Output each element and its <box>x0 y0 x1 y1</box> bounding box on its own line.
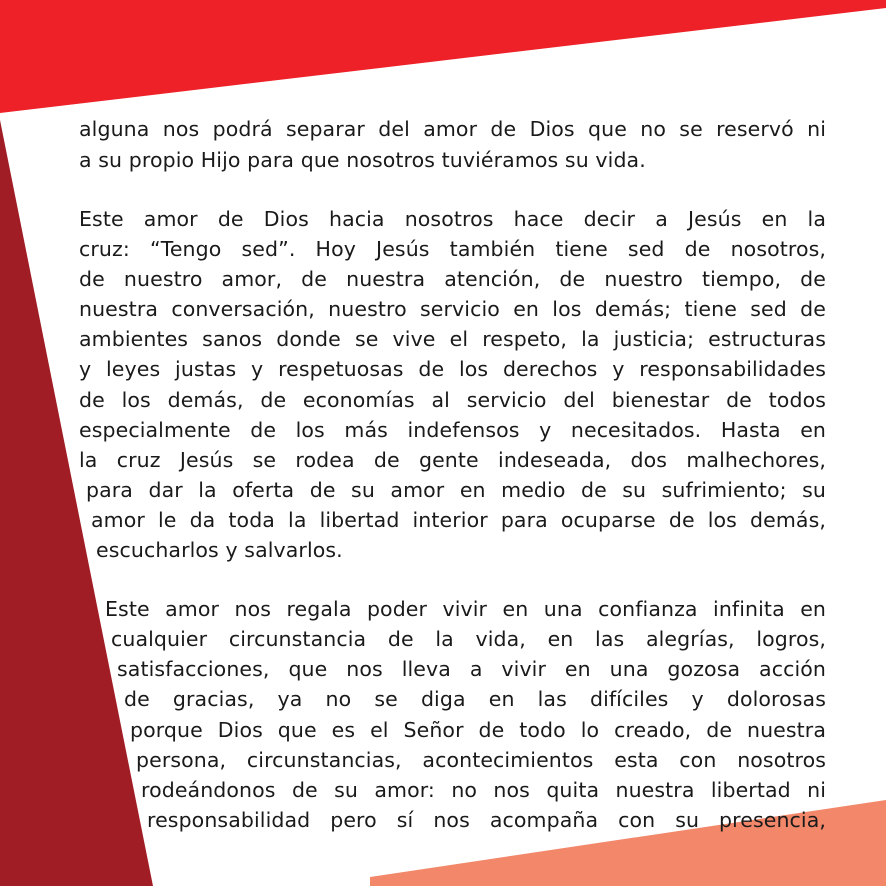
text-line: nuestra conversación, nuestro servicio en los demás; tiene sed de <box>79 297 826 321</box>
text-line: amor le da toda la libertad interior para ocuparse de los demás, <box>91 508 826 532</box>
text-line: cualquier circunstancia de la vida, en las alegrías, logros, <box>111 627 826 651</box>
text-line: a su propio Hijo para que nosotros tuviéramos su vida. <box>79 148 646 172</box>
text-line: la cruz Jesús se rodea de gente indeseada, dos malhechores, <box>79 448 826 472</box>
text-line: responsabilidad pero sí nos acompaña con su presencia, <box>147 808 826 832</box>
text-line: Este amor nos regala poder vivir en una confianza infinita en <box>105 597 826 621</box>
text-line: alguna nos podrá separar del amor de Dios que no se reservó ni <box>79 117 826 141</box>
text-line: cruz: “Tengo sed”. Hoy Jesús también tiene sed de nosotros, <box>79 237 826 261</box>
text-line: persona, circunstancias, acontecimientos esta con nosotros <box>136 748 826 772</box>
text-line: ambientes sanos donde se vive el respeto, la justicia; estructuras <box>79 327 826 351</box>
text-line: porque Dios que es el Señor de todo lo creado, de nuestra <box>130 718 826 742</box>
top-red-band <box>0 0 886 113</box>
text-line: y leyes justas y respetuosas de los derechos y responsabilidades <box>79 357 826 381</box>
text-line: satisfacciones, que nos lleva a vivir en una gozosa acción <box>117 657 826 681</box>
text-line: especialmente de los más indefensos y necesitados. Hasta en <box>79 418 826 442</box>
text-line: rodeándonos de su amor: no nos quita nuestra libertad ni <box>141 778 826 802</box>
text-line: para dar la oferta de su amor en medio de su sufrimiento; su <box>86 478 826 502</box>
text-line: de gracias, ya no se diga en las difíciles y dolorosas <box>124 687 826 711</box>
text-line: Este amor de Dios hacia nosotros hace decir a Jesús en la <box>79 207 826 231</box>
text-line: de los demás, de economías al servicio del bienestar de todos <box>79 388 826 412</box>
text-line: de nuestro amor, de nuestra atención, de nuestro tiempo, de <box>79 267 826 291</box>
text-line: escucharlos y salvarlos. <box>96 538 343 562</box>
